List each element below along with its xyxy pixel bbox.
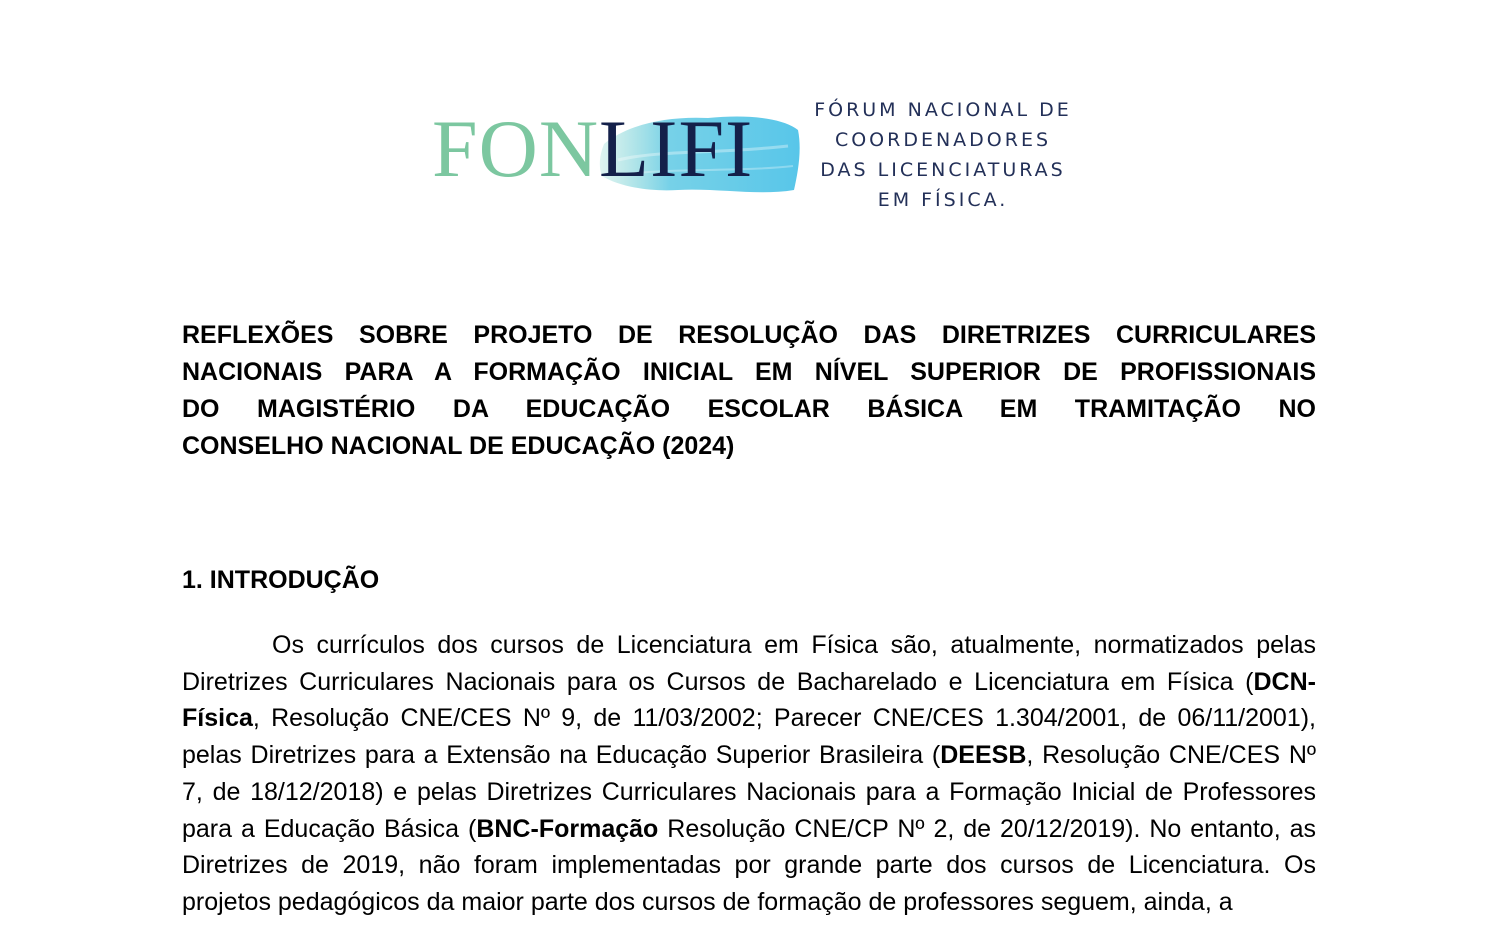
logo-tagline-line: DAS LICENCIATURAS [820, 159, 1066, 181]
paragraph-bold-term: DEESB [940, 741, 1027, 770]
logo-tagline-line: COORDENADORES [834, 129, 1052, 151]
paragraph-text: , Resolução CNE/CES Nº 7, de 18/12/2018) e pelas Diretrizes Curriculares Nacionais para a Formação Inicial de Professores para a Educação Básica ( [182, 741, 1316, 843]
logo-word-fon: FON [432, 103, 600, 194]
paragraph-text: Resolução CNE/CP Nº 2, de 20/12/2019). No entanto, as Diretrizes de 2019, não foram implementadas por grande parte dos cursos de Licenciatura. Os projetos pedagógicos da maior parte dos cursos de formação de professores seguem, ainda, a [182, 814, 1316, 916]
intro-paragraph [182, 627, 1316, 921]
logo-tagline-line: FÓRUM NACIONAL DE [814, 99, 1072, 121]
document-title [182, 317, 1316, 465]
document-title-line: NACIONAIS PARA A FORMAÇÃO INICIAL EM NÍVEL SUPERIOR DE PROFISSIONAIS [182, 358, 1316, 386]
document-title-line: DO MAGISTÉRIO DA EDUCAÇÃO ESCOLAR BÁSICA EM TRAMITAÇÃO NO [182, 395, 1316, 423]
logo-tagline [812, 95, 1074, 215]
document-title-line: REFLEXÕES SOBRE PROJETO DE RESOLUÇÃO DAS DIRETRIZES CURRICULARES [182, 321, 1316, 349]
paragraph-text: , Resolução CNE/CES Nº 9, de 11/03/2002; Parecer CNE/CES 1.304/2001, de 06/11/2001), pelas Diretrizes para a Extensão na Educação Superior Brasileira ( [182, 704, 1316, 770]
logo-wordmark [432, 104, 753, 194]
document-title-line: CONSELHO NACIONAL DE EDUCAÇÃO (2024) [182, 432, 735, 460]
paragraph-text: Os currículos dos cursos de Licenciatura em Física são, atualmente, normatizados pelas Diretrizes Curriculares Nacionais para os Cursos de Bacharelado e Licenciatura em Física ( [182, 631, 1316, 696]
paragraph-bold-term: DCN-Física [182, 667, 1316, 733]
paragraph-bold-term: BNC-Formação [476, 814, 659, 843]
logo-tagline-line: EM FÍSICA. [877, 189, 1009, 211]
section-heading: 1. INTRODUÇÃO [182, 566, 380, 594]
logo-word-lifi: LIFI [599, 103, 754, 194]
